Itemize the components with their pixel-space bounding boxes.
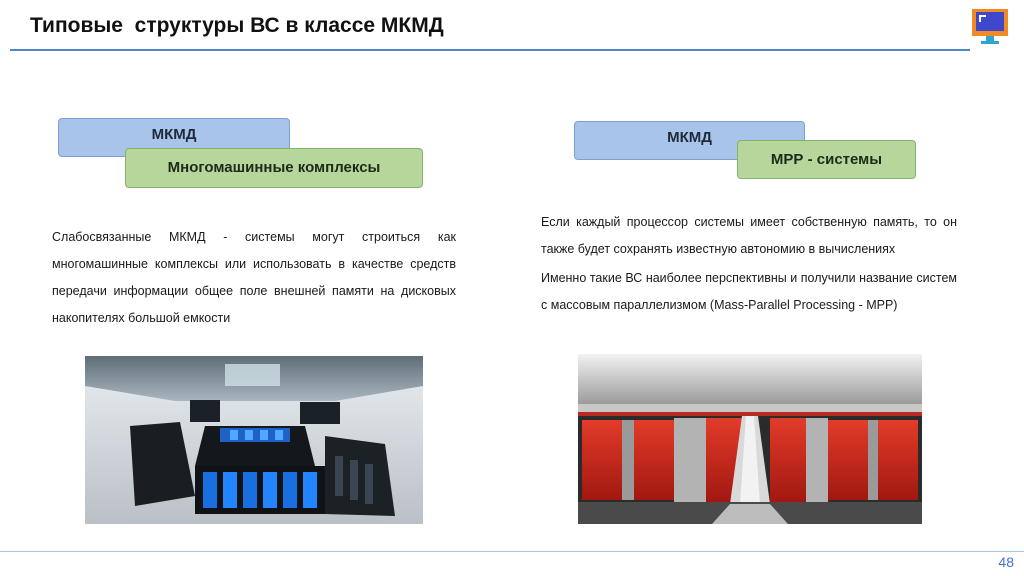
left-paragraph: Слабосвязанные МКМД - системы могут строиться как многомашинные комплексы или использовать в качестве средств передачи информации общее поле внешней памяти на дисковых накопителях большой емкости xyxy=(52,230,456,325)
computer-monitor-icon xyxy=(970,6,1010,46)
mpp-systems-box: МРР - системы xyxy=(737,140,916,179)
slide-title: Типовые структуры ВС в классе МКМД xyxy=(30,14,444,37)
right-paragraph-2: Именно такие ВС наиболее перспективны и получили название систем с массовым параллелизмом (Mass-Parallel Processing - MPP) xyxy=(541,271,957,312)
mkmd-box-right: МКМД xyxy=(574,121,805,160)
mkmd-box-left: МКМД xyxy=(58,118,290,157)
supercomputer-photo xyxy=(578,354,922,524)
multimachine-complexes-box: Многомашинные комплексы xyxy=(125,148,423,188)
footer-divider xyxy=(0,551,1024,552)
title-divider xyxy=(10,49,970,51)
page-number: 48 xyxy=(998,554,1014,570)
right-paragraph-1: Если каждый процессор системы имеет собственную память, то он также будет сохранять известную автономию в вычислениях xyxy=(541,215,957,256)
datacenter-photo xyxy=(85,356,423,524)
